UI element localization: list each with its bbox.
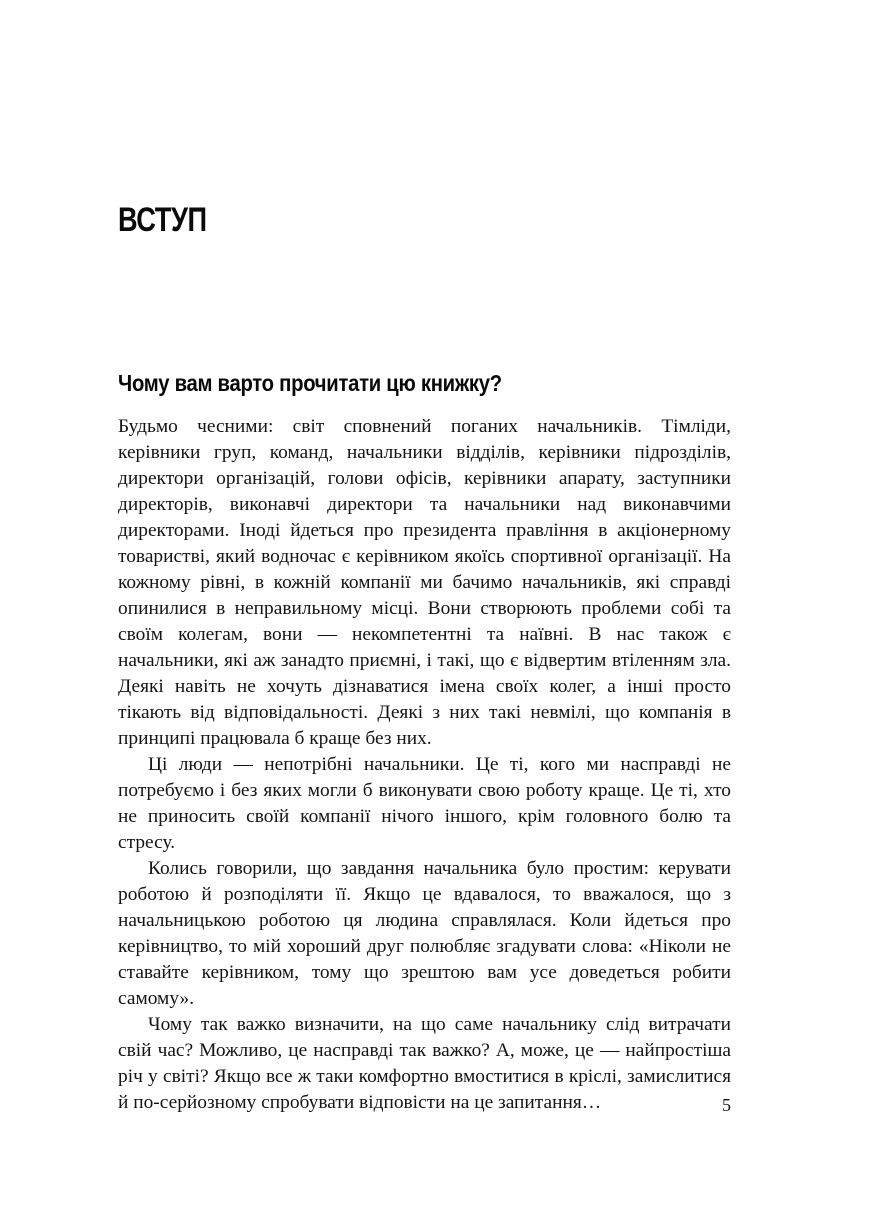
section-subtitle: Чому вам варто прочитати цю книжку? xyxy=(118,370,502,396)
chapter-title: ВСТУП xyxy=(118,201,207,239)
paragraph-1: Будьмо чесними: світ сповнений поганих начальників. Тімліди, керівники груп, команд, начальники відділів, керівники підрозділів, директори організацій, голови офісів, керівники апарату, заступники директорів, виконавчі директори та начальники над виконавчими директорами. Іноді йдеться про президента правління в акціонерному товаристві, який водночас є керівником якоїсь спортивної організації. На кожному рівні, в кожній компанії ми бачимо начальників, які справді опинилися в неправильному місці. Вони створюють проблеми собі та своїм колегам, вони — некомпетентні та наївні. В нас також є начальники, які аж занадто приємні, і такі, що є відвертим втіленням зла. Деякі навіть не хочуть дізнаватися імена своїх колег, а інші просто тікають від відповідальності. Деякі з них такі невмілі, що компанія в принципі працювала б краще без них. xyxy=(118,416,731,749)
paragraph-2: Ці люди — непотрібні начальники. Це ті, кого ми насправді не потребуємо і без яких могли б виконувати свою роботу краще. Це ті, хто не приносить своїй компанії нічого іншого, крім головного болю та стресу. xyxy=(118,754,731,853)
paragraph-3: Колись говорили, що завдання начальника було простим: керувати роботою й розподіляти її. Якщо це вдавалося, то вважалося, що з начальницькою роботою ця людина справлялася. Коли йдеться про керівництво, то мій хороший друг полюбляє згадувати слова: «Ніколи не ставайте керівником, тому що зрештою вам усе доведеться робити самому». xyxy=(118,858,731,1009)
page-number: 5 xyxy=(722,1095,731,1115)
body-text xyxy=(118,414,731,1116)
paragraph-4: Чому так важко визначити, на що саме начальнику слід витрачати свій час? Можливо, це насправді так важко? А, може, це — найпростіша річ у світі? Якщо все ж таки комфортно вмоститися в кріслі, замислитися й по-серйозному спробувати відповісти на це запитання… xyxy=(118,1014,731,1113)
